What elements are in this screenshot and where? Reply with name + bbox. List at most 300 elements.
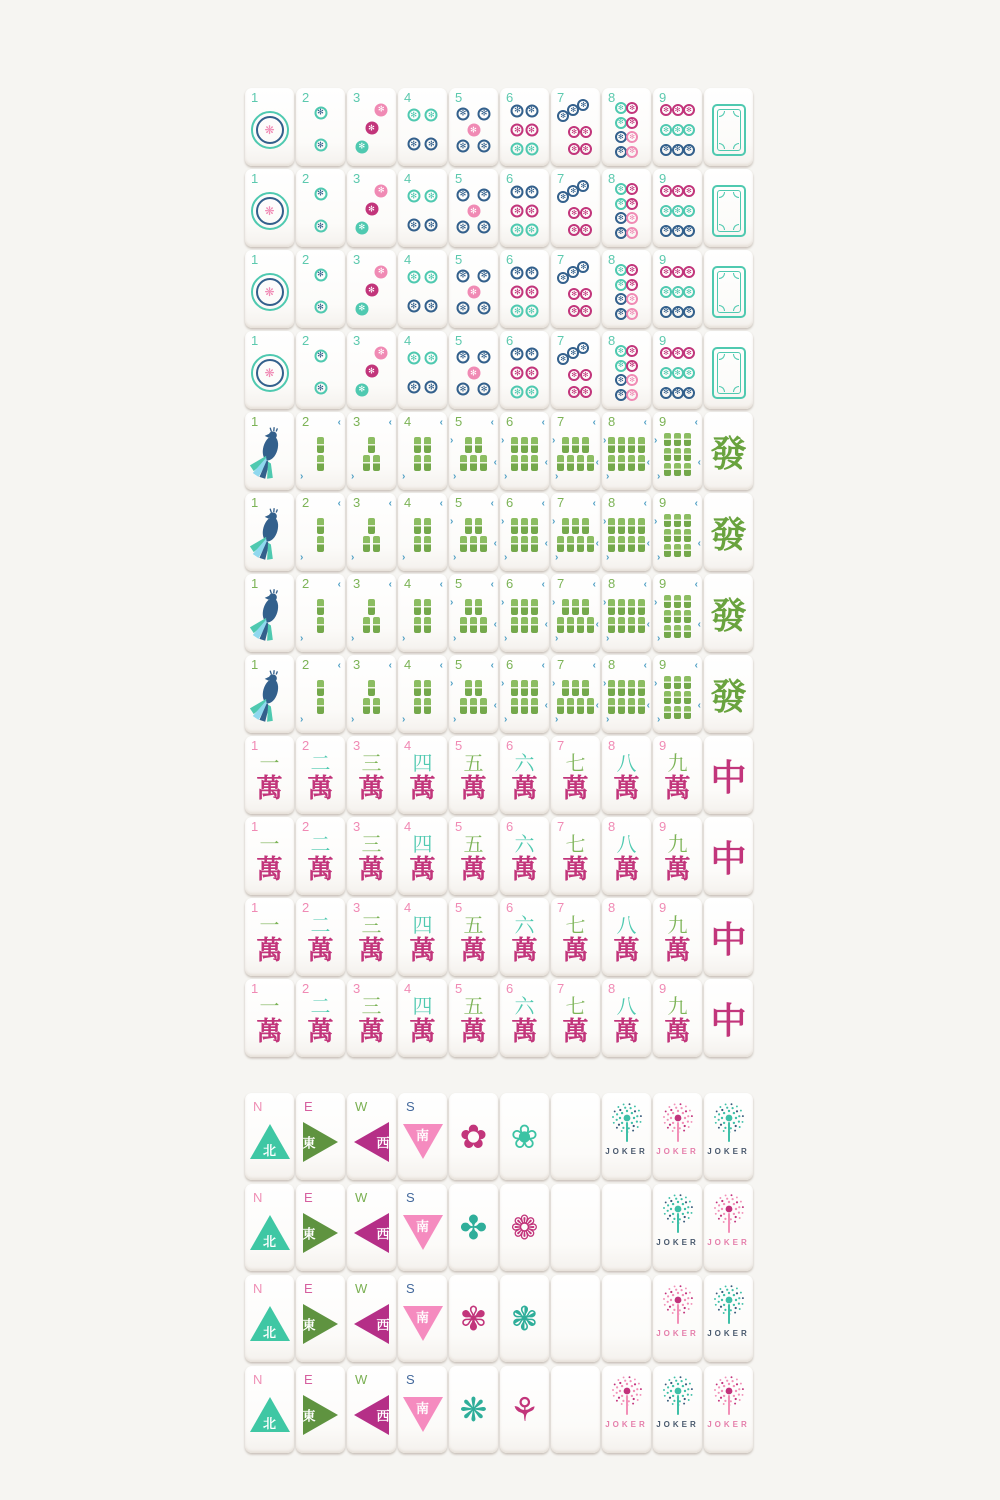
- dot-icon: ✻: [683, 205, 695, 217]
- tile-number: 5: [455, 819, 463, 834]
- bamboo-icon: [653, 655, 702, 733]
- tile-number: 9: [659, 576, 667, 591]
- wind-letter: N: [253, 1372, 263, 1387]
- chevron-accent-icon: ‹: [439, 579, 443, 590]
- dot-icon: ✻: [615, 131, 627, 143]
- chevron-accent-icon: ›: [657, 633, 661, 644]
- tile-number: 8: [608, 981, 616, 996]
- chevron-accent-icon: ›: [402, 471, 406, 482]
- dandelion-icon: [706, 1101, 752, 1145]
- tile-number: 9: [659, 171, 667, 186]
- tile-dots-2: [296, 331, 345, 409]
- character-numeral: 九: [667, 753, 688, 776]
- dot-icon: ✻: [478, 107, 491, 120]
- wind-letter: N: [253, 1281, 263, 1296]
- dot-icon: ❋: [251, 354, 289, 392]
- chevron-accent-icon: ›: [606, 552, 610, 563]
- tile-number: 9: [659, 738, 667, 753]
- dot-icon: ✻: [626, 279, 638, 291]
- bamboo-icon: [296, 493, 345, 571]
- wan-character: 萬: [307, 936, 334, 966]
- tile-characters-3: [347, 736, 396, 814]
- dot-icon: ✻: [478, 350, 491, 363]
- tile-joker-teal: [602, 1093, 651, 1180]
- dot-icon: ✻: [615, 360, 627, 372]
- character-face: [449, 817, 498, 895]
- wind-letter: S: [406, 1099, 415, 1114]
- character-face: [245, 817, 294, 895]
- chevron-accent-icon: ›: [501, 678, 505, 689]
- chevron-accent-icon: ›: [603, 435, 607, 446]
- chevron-accent-icon: ‹: [595, 538, 599, 549]
- tile-joker-teal: [704, 1275, 753, 1362]
- bottom-tile-grid: [245, 1093, 753, 1453]
- wan-character: 萬: [256, 936, 283, 966]
- chevron-accent-icon: ›: [603, 678, 607, 689]
- tile-number: 5: [455, 90, 463, 105]
- joker-face: [653, 1275, 702, 1362]
- dot-icon: ✻: [511, 143, 524, 156]
- dot-icon: ✻: [683, 144, 695, 156]
- tile-wind-east: [296, 1093, 345, 1180]
- tile-dots-3: [347, 250, 396, 328]
- dot-icon: ✻: [580, 369, 592, 381]
- tile-number: 3: [353, 495, 361, 510]
- tile-flower-orchid: [500, 1093, 549, 1180]
- tile-number: 8: [608, 90, 616, 105]
- tile-number: 9: [659, 819, 667, 834]
- bamboo-icon: [398, 493, 447, 571]
- tile-number: 2: [302, 819, 310, 834]
- character-numeral: 二: [310, 915, 331, 938]
- character-face: [398, 898, 447, 976]
- character-face: [398, 736, 447, 814]
- wind-character: 東: [302, 1226, 316, 1242]
- wan-character: 萬: [562, 936, 589, 966]
- tile-bamboo-3: [347, 493, 396, 571]
- character-numeral: 七: [565, 753, 586, 776]
- dot-icon: ✻: [626, 117, 638, 129]
- tile-bamboo-1: [245, 493, 294, 571]
- chevron-accent-icon: ‹: [697, 538, 701, 549]
- character-face: [551, 817, 600, 895]
- bamboo-icon: [602, 655, 651, 733]
- tile-white-dragon: [704, 331, 753, 409]
- wind-letter: E: [304, 1372, 313, 1387]
- tile-number: 6: [506, 333, 514, 348]
- dot-icon: ✻: [511, 286, 524, 299]
- tile-number: 7: [557, 819, 565, 834]
- chevron-accent-icon: ›: [402, 552, 406, 563]
- dot-icon: ✻: [672, 205, 684, 217]
- tile-dots-3: [347, 88, 396, 166]
- character-face: [245, 979, 294, 1057]
- dot-icon: ✻: [567, 347, 579, 359]
- tile-blank: [602, 1184, 651, 1271]
- dots-face: [656, 182, 700, 240]
- dot-icon: ✻: [615, 146, 627, 158]
- tile-number: 6: [506, 981, 514, 996]
- tile-dots-9: [653, 88, 702, 166]
- dots-face: [350, 101, 394, 159]
- tile-number: 8: [608, 171, 616, 186]
- chevron-accent-icon: ›: [654, 597, 658, 608]
- tile-number: 1: [251, 900, 259, 915]
- dandelion-icon: [655, 1101, 701, 1145]
- tile-dots-5: [449, 169, 498, 247]
- tile-dots-4: [398, 331, 447, 409]
- dots-face: [401, 263, 445, 321]
- dot-icon: ✻: [525, 205, 538, 218]
- dot-icon: ✻: [660, 124, 672, 136]
- dot-icon: ✻: [557, 272, 569, 284]
- tile-characters-9: [653, 898, 702, 976]
- wan-character: 萬: [409, 1017, 436, 1047]
- tile-number: 1: [251, 252, 259, 267]
- chevron-accent-icon: ›: [555, 471, 559, 482]
- tile-number: 2: [302, 576, 310, 591]
- dot-icon: ✻: [467, 367, 480, 380]
- wan-character: 萬: [460, 1017, 487, 1047]
- tile-number: 5: [455, 657, 463, 672]
- tile-number: 9: [659, 252, 667, 267]
- tile-number: 6: [506, 657, 514, 672]
- chevron-accent-icon: ‹: [337, 498, 341, 509]
- tile-wind-west: [347, 1275, 396, 1362]
- tile-bamboo-9: [653, 574, 702, 652]
- dot-icon: ✻: [478, 221, 491, 234]
- character-numeral: 七: [565, 996, 586, 1019]
- wan-character: 萬: [460, 855, 487, 885]
- character-numeral: 四: [412, 753, 433, 776]
- dot-icon: ✻: [626, 102, 638, 114]
- tile-number: 4: [404, 738, 412, 753]
- bamboo-icon: [551, 412, 600, 490]
- dot-icon: ✻: [615, 293, 627, 305]
- dot-icon: ✻: [626, 389, 638, 401]
- wind-character: 西: [376, 1317, 390, 1333]
- chevron-accent-icon: ›: [450, 597, 454, 608]
- tile-characters-6: [500, 979, 549, 1057]
- bamboo-icon: [551, 655, 600, 733]
- chevron-accent-icon: ›: [450, 516, 454, 527]
- tile-dots-7: [551, 169, 600, 247]
- dot-icon: ✻: [672, 347, 684, 359]
- tile-characters-9: [653, 817, 702, 895]
- tile-number: 1: [251, 819, 259, 834]
- character-face: [347, 979, 396, 1057]
- dot-icon: ✻: [615, 345, 627, 357]
- character-numeral: 五: [463, 834, 484, 857]
- joker-label: JOKER: [605, 1147, 648, 1156]
- dot-icon: ✻: [407, 300, 420, 313]
- wind-letter: E: [304, 1190, 313, 1205]
- wan-character: 萬: [307, 855, 334, 885]
- chevron-accent-icon: ‹: [592, 498, 596, 509]
- dot-icon: ✻: [511, 266, 524, 279]
- green-dragon-character: 發: [710, 595, 747, 636]
- tile-characters-2: [296, 898, 345, 976]
- dot-icon: ✻: [511, 205, 524, 218]
- tile-characters-5: [449, 898, 498, 976]
- dot-icon: ✻: [660, 185, 672, 197]
- tile-characters-4: [398, 898, 447, 976]
- character-face: [347, 898, 396, 976]
- character-numeral: 三: [361, 996, 382, 1019]
- wan-character: 萬: [256, 774, 283, 804]
- green-dragon-character: 發: [710, 514, 747, 555]
- dots-face: [554, 182, 598, 240]
- dot-icon: ✻: [660, 205, 672, 217]
- tile-wind-west: [347, 1093, 396, 1180]
- dot-icon: ✻: [467, 286, 480, 299]
- dot-icon: ❋: [251, 273, 289, 311]
- dot-icon: ✻: [683, 347, 695, 359]
- tile-red-dragon: [704, 736, 753, 814]
- tile-number: 7: [557, 657, 565, 672]
- dot-icon: ✻: [407, 352, 420, 365]
- tile-dots-1: [245, 331, 294, 409]
- dot-icon: ✻: [314, 382, 327, 395]
- dot-icon: ✻: [375, 184, 388, 197]
- tile-number: 3: [353, 819, 361, 834]
- tile-number: 1: [251, 90, 259, 105]
- tile-number: 1: [251, 576, 259, 591]
- chevron-accent-icon: ‹: [643, 498, 647, 509]
- tile-flower-camellia: [500, 1275, 549, 1362]
- dot-icon: ✻: [375, 103, 388, 116]
- dot-icon: ✻: [626, 183, 638, 195]
- dot-icon: ✻: [478, 302, 491, 315]
- wan-character: 萬: [460, 936, 487, 966]
- dots-face: [248, 101, 292, 159]
- character-numeral: 二: [310, 753, 331, 776]
- dot-icon: ✻: [375, 346, 388, 359]
- tile-number: 4: [404, 90, 412, 105]
- dot-icon: ✻: [626, 264, 638, 276]
- bamboo-icon: [296, 412, 345, 490]
- character-face: [347, 817, 396, 895]
- wind-triangle-icon: [299, 1393, 343, 1437]
- character-numeral: 九: [667, 915, 688, 938]
- dot-icon: ✻: [525, 104, 538, 117]
- chevron-accent-icon: ›: [552, 678, 556, 689]
- dot-icon: ✻: [525, 386, 538, 399]
- dot-icon: ✻: [672, 144, 684, 156]
- character-numeral: 六: [514, 996, 535, 1019]
- tile-number: 7: [557, 738, 565, 753]
- chevron-accent-icon: ‹: [592, 417, 596, 428]
- chevron-accent-icon: ‹: [694, 498, 698, 509]
- character-numeral: 八: [616, 915, 637, 938]
- tile-dots-8: [602, 88, 651, 166]
- dots-face: [401, 344, 445, 402]
- chevron-accent-icon: ‹: [490, 417, 494, 428]
- chevron-accent-icon: ›: [657, 552, 661, 563]
- chevron-accent-icon: ›: [300, 471, 304, 482]
- wind-character: 東: [302, 1317, 316, 1333]
- tile-number: 4: [404, 981, 412, 996]
- flower-icon: ✤: [459, 1209, 488, 1246]
- character-face: [551, 898, 600, 976]
- tile-characters-9: [653, 979, 702, 1057]
- dot-icon: ✻: [615, 227, 627, 239]
- character-numeral: 九: [667, 996, 688, 1019]
- tile-number: 6: [506, 495, 514, 510]
- tile-bamboo-5: [449, 574, 498, 652]
- wind-letter: S: [406, 1372, 415, 1387]
- tile-number: 9: [659, 900, 667, 915]
- dot-icon: ✻: [511, 104, 524, 117]
- dots-face: [503, 182, 547, 240]
- tile-number: 2: [302, 900, 310, 915]
- dot-icon: ✻: [425, 138, 438, 151]
- dot-icon: ✻: [672, 225, 684, 237]
- tile-characters-7: [551, 898, 600, 976]
- wan-character: 萬: [613, 1017, 640, 1047]
- flower-icon: ❀: [510, 1118, 539, 1155]
- bamboo-icon: [449, 493, 498, 571]
- tile-number: 6: [506, 90, 514, 105]
- dot-icon: ✻: [511, 124, 524, 137]
- dot-icon: ✻: [456, 302, 469, 315]
- tile-bamboo-6: [500, 655, 549, 733]
- wind-character: 東: [302, 1135, 316, 1151]
- wan-character: 萬: [511, 855, 538, 885]
- chevron-accent-icon: ‹: [592, 579, 596, 590]
- tile-number: 5: [455, 414, 463, 429]
- chevron-accent-icon: ›: [603, 516, 607, 527]
- tile-dots-4: [398, 169, 447, 247]
- tile-dots-6: [500, 331, 549, 409]
- tile-characters-9: [653, 736, 702, 814]
- tile-number: 6: [506, 414, 514, 429]
- tile-characters-7: [551, 817, 600, 895]
- tile-number: 1: [251, 414, 259, 429]
- dots-face: [248, 182, 292, 240]
- red-dragon-character: 中: [710, 757, 747, 798]
- dandelion-icon: [655, 1192, 701, 1236]
- dot-icon: ✻: [478, 269, 491, 282]
- dot-icon: ✻: [683, 185, 695, 197]
- wind-character: 北: [262, 1142, 277, 1158]
- chevron-accent-icon: ›: [555, 552, 559, 563]
- tile-bamboo-6: [500, 574, 549, 652]
- character-numeral: 三: [361, 915, 382, 938]
- dots-face: [452, 101, 496, 159]
- chevron-accent-icon: ‹: [541, 579, 545, 590]
- character-face: [449, 979, 498, 1057]
- wan-character: 萬: [664, 936, 691, 966]
- chevron-accent-icon: ‹: [388, 579, 392, 590]
- dandelion-icon: [655, 1374, 701, 1418]
- dot-icon: ✻: [660, 225, 672, 237]
- tile-characters-6: [500, 898, 549, 976]
- tile-wind-south: [398, 1093, 447, 1180]
- chevron-accent-icon: ‹: [337, 579, 341, 590]
- character-face: [500, 817, 549, 895]
- dot-icon: ✻: [672, 124, 684, 136]
- joker-label: JOKER: [707, 1420, 750, 1429]
- dot-icon: ✻: [478, 188, 491, 201]
- wan-character: 萬: [307, 1017, 334, 1047]
- character-face: [653, 979, 702, 1057]
- chevron-accent-icon: ‹: [490, 579, 494, 590]
- tile-number: 5: [455, 495, 463, 510]
- dot-icon: ✻: [580, 126, 592, 138]
- chevron-accent-icon: ‹: [337, 660, 341, 671]
- bamboo-icon: [602, 412, 651, 490]
- tile-number: 4: [404, 900, 412, 915]
- bamboo-icon: [347, 574, 396, 652]
- character-numeral: 一: [259, 915, 280, 938]
- dot-icon: ✻: [568, 305, 580, 317]
- tile-white-dragon: [704, 169, 753, 247]
- dot-icon: ✻: [511, 305, 524, 318]
- tile-number: 4: [404, 171, 412, 186]
- dots-face: [605, 344, 649, 402]
- tile-bamboo-8: [602, 412, 651, 490]
- tile-number: 3: [353, 738, 361, 753]
- dandelion-icon: [655, 1283, 701, 1327]
- white-dragon-frame-icon: [707, 344, 751, 402]
- dot-icon: ✻: [672, 306, 684, 318]
- tile-blank: [551, 1275, 600, 1362]
- dots-face: [350, 344, 394, 402]
- tile-wind-north: [245, 1366, 294, 1453]
- tile-number: 1: [251, 171, 259, 186]
- wind-letter: N: [253, 1099, 263, 1114]
- joker-label: JOKER: [656, 1147, 699, 1156]
- dot-icon: ✻: [626, 308, 638, 320]
- tile-characters-1: [245, 898, 294, 976]
- bamboo-icon: [296, 655, 345, 733]
- dot-icon: ✻: [580, 386, 592, 398]
- chevron-accent-icon: ›: [351, 471, 355, 482]
- tile-bamboo-2: [296, 574, 345, 652]
- wind-triangle-icon: [401, 1393, 445, 1437]
- tile-number: 9: [659, 414, 667, 429]
- dot-icon: ✻: [511, 367, 524, 380]
- chevron-accent-icon: ›: [603, 597, 607, 608]
- wind-character: 西: [376, 1226, 390, 1242]
- tile-number: 4: [404, 414, 412, 429]
- green-dragon-character: 發: [710, 676, 747, 717]
- wan-character: 萬: [358, 855, 385, 885]
- chevron-accent-icon: ›: [504, 633, 508, 644]
- tile-number: 7: [557, 900, 565, 915]
- tile-red-dragon: [704, 898, 753, 976]
- character-numeral: 二: [310, 834, 331, 857]
- wind-triangle-icon: [248, 1211, 292, 1255]
- dot-icon: ✻: [478, 383, 491, 396]
- dots-face: [605, 101, 649, 159]
- tile-wind-south: [398, 1184, 447, 1271]
- chevron-accent-icon: ‹: [493, 700, 497, 711]
- chevron-accent-icon: ‹: [697, 457, 701, 468]
- chevron-accent-icon: ‹: [493, 619, 497, 630]
- dot-icon: ❋: [251, 111, 289, 149]
- tile-number: 8: [608, 738, 616, 753]
- tile-bamboo-7: [551, 655, 600, 733]
- dot-icon: ✻: [525, 305, 538, 318]
- character-face: [653, 817, 702, 895]
- tile-characters-5: [449, 817, 498, 895]
- flower-icon: ❃: [510, 1300, 539, 1337]
- chevron-accent-icon: ‹: [490, 498, 494, 509]
- character-face: [500, 979, 549, 1057]
- chevron-accent-icon: ›: [654, 678, 658, 689]
